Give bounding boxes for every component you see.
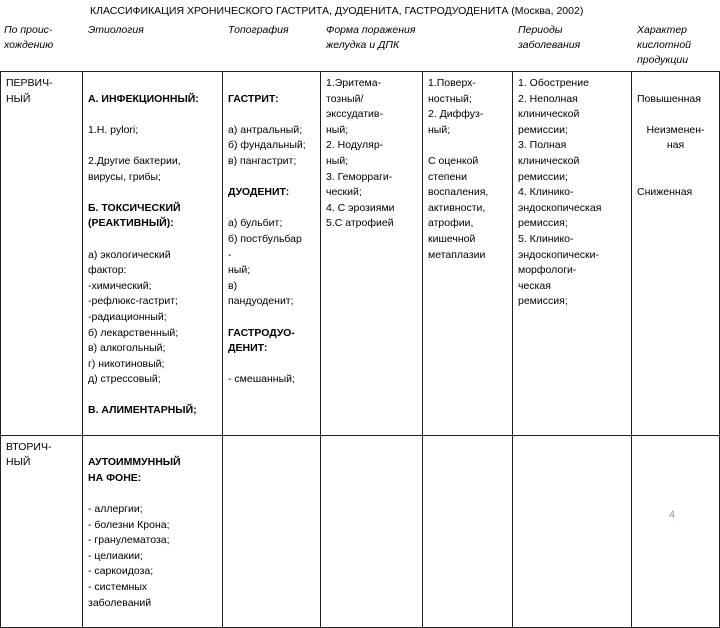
- topography-gastritis-list: а) антральный; б) фундальный; в) пангастрит;: [228, 123, 306, 167]
- column-headers: [0, 23, 720, 71]
- cell-origin-primary: ПЕРВИЧ- НЫЙ: [1, 72, 83, 436]
- cell-empty-periods: [513, 435, 632, 627]
- etiology-autoimmune-head: АУТОИММУННЫЙ НА ФОНЕ:: [88, 456, 181, 484]
- topography-mixed: - смешанный;: [228, 373, 295, 386]
- header-etiology: Этиология: [88, 24, 144, 36]
- header-periods: Периоды заболевания: [518, 24, 581, 51]
- header-origin: По проис- хождению: [4, 24, 54, 51]
- cell-periods: 1. Обострение 2. Неполная клинической ремиссии; 3. Полная клинической ремиссии; 4. Клинико- эндоскопическая ремиссия; 5. Клинико- эндоскопически- морфологи- ческая ремиссия;: [513, 72, 632, 436]
- cell-origin-secondary: ВТОРИЧ- НЫЙ: [1, 435, 83, 627]
- header-topography: Топография: [228, 24, 289, 36]
- cell-topography: [223, 72, 321, 436]
- cell-empty-form-morphologic: [423, 435, 513, 627]
- header-form: Форма поражения желудка и ДПК: [326, 24, 416, 51]
- table-row-primary: [1, 72, 720, 436]
- etiology-autoimmune-list: - аллергии; - болезни Крона; - гранулематоза; - целиакии; - саркоидоза; - системных заболеваний: [88, 503, 170, 609]
- etiology-alimentary-head: В. АЛИМЕНТАРНЫЙ;: [88, 404, 197, 417]
- cell-form-morphologic: 1.Поверх- ностный; 2. Диффуз- ный; С оценкой степени воспаления, активности, атрофии, кишечной метаплазии: [423, 72, 513, 436]
- table-row-secondary: [1, 435, 720, 627]
- etiology-toxic-list: а) экологический фактор: -химический; -рефлюкс-гастрит; -радиационный; б) лекарственный; в) алкогольный; г) никотиновый; д) стрессовый;: [88, 248, 179, 386]
- topography-duodenitis-list: а) бульбит; б) постбульбар - ный; в) пандуоденит;: [228, 217, 302, 308]
- cell-empty-form-endoscopic: [321, 435, 423, 627]
- cell-etiology-secondary: [83, 435, 223, 627]
- etiology-toxic-head: Б. ТОКСИЧЕСКИЙ (РЕАКТИВНЫЙ):: [88, 201, 181, 230]
- etiology-infectious-head: А. ИНФЕКЦИОННЫЙ:: [88, 92, 199, 105]
- document-title: КЛАССИФИКАЦИЯ ХРОНИЧЕСКОГО ГАСТРИТА, ДУОДЕНИТА, ГАСТРОДУОДЕНИТА (Москва, 2002): [90, 5, 584, 17]
- etiology-other-agents: 2.Другие бактерии, вирусы, грибы;: [88, 154, 181, 183]
- topography-duodenitis-head: ДУОДЕНИТ:: [228, 186, 290, 199]
- acid-unchanged: Неизменен- ная: [646, 123, 705, 152]
- etiology-hpylori: 1.H. pylori;: [88, 123, 139, 136]
- page-number: 4: [669, 509, 676, 521]
- acid-decreased: Сниженная: [637, 186, 693, 199]
- cell-etiology-primary: [83, 72, 223, 436]
- cell-empty-topography: [223, 435, 321, 627]
- cell-empty-acid: [632, 435, 720, 627]
- classification-table: [0, 71, 720, 628]
- topography-gastritis-head: ГАСТРИТ:: [228, 92, 279, 105]
- topography-gastroduodenitis-head: ГАСТРОДУО- ДЕНИТ:: [228, 326, 295, 355]
- cell-form-endoscopic: 1.Эритема- тозный/ экссудатив- ный; 2. Нодуляр- ный; 3. Геморраги- ческий; 4. С эрозиями 5.С атрофией: [321, 72, 423, 436]
- header-acid: Характер кислотной продукции: [637, 24, 692, 66]
- cell-acid: [632, 72, 720, 436]
- acid-increased: Повышенная: [637, 92, 701, 105]
